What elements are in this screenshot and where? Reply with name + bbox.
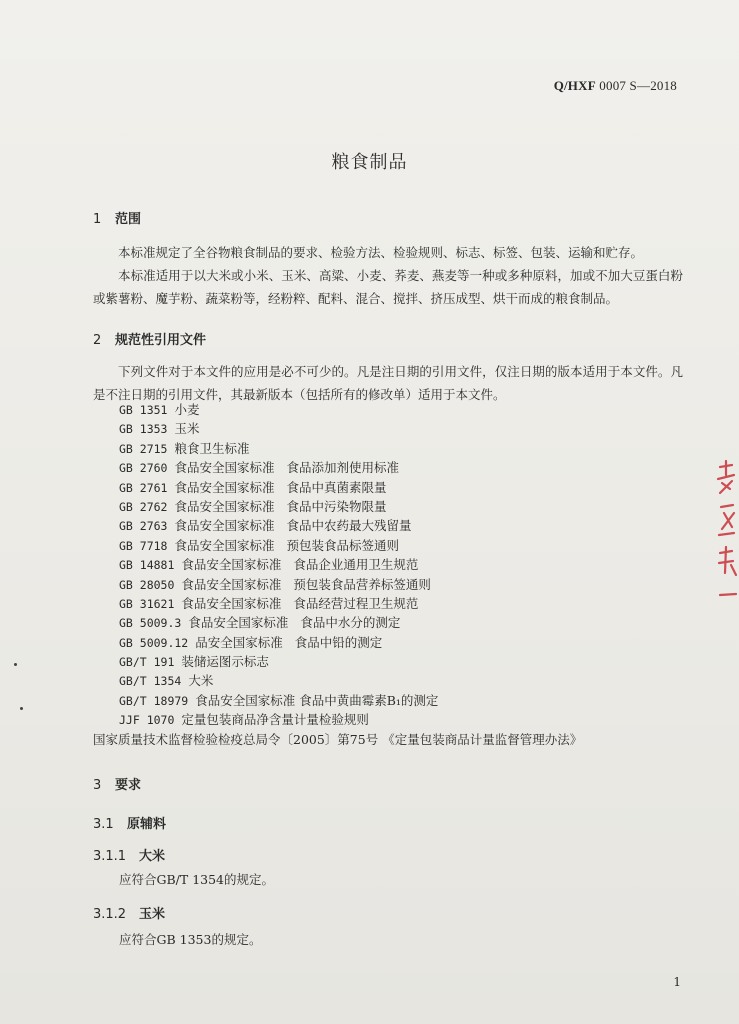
subsection-corn-heading [93, 903, 165, 922]
reference-code: GB 5009.12 [119, 635, 189, 650]
reference-code: GB/T 18979 [119, 693, 189, 708]
corn-requirement-text: 应符合GB 1353的规定。 [119, 932, 262, 947]
reference-item [119, 458, 582, 477]
reference-list [93, 400, 583, 749]
reference-title: 食品安全国家标准 [174, 518, 275, 534]
reference-item [119, 536, 582, 555]
reference-title: 食品安全国家标准 [181, 595, 282, 611]
doc-code-rest: 0007 S—2018 [595, 78, 677, 93]
subsection-title: 原辅料 [127, 817, 167, 832]
seal-stamp-fragment [712, 455, 739, 615]
reference-item [119, 555, 582, 574]
subsection-rice-heading [93, 845, 165, 864]
reference-item [119, 652, 582, 671]
reference-code: GB 1351 [119, 403, 168, 417]
reference-item [119, 671, 582, 690]
section-number: 1 [93, 212, 102, 227]
document-code [554, 78, 677, 94]
reference-subtitle: 食品中农药最大残留量 [286, 518, 412, 534]
section-title: 要求 [115, 778, 142, 793]
reference-title: 食品安全国家标准 [181, 576, 282, 592]
subsection-title: 大米 [139, 849, 166, 864]
reference-code: GB 1353 [119, 422, 168, 437]
reference-title: 食品安全国家标准 [174, 498, 275, 514]
reference-title: 装储运图示标志 [181, 654, 269, 670]
paragraph-text: 本标准规定了全谷物粮食制品的要求、检验方法、检验规则、标志、标签、包装、运输和贮存。 [118, 245, 644, 260]
document-title: 粮食制品 [331, 152, 408, 173]
reference-code: JJF 1070 [119, 713, 175, 728]
reference-subtitle: 食品企业通用卫生规范 [293, 557, 419, 573]
reference-subtitle: 食品中真菌素限量 [286, 479, 387, 495]
subsection-raw-materials-heading [93, 813, 166, 832]
reference-code: GB 14881 [119, 558, 175, 573]
reference-subtitle: 预包装食品标签通则 [286, 537, 399, 553]
reference-item [119, 594, 582, 613]
section-scope-heading [93, 208, 141, 227]
subsection-number: 3.1 [93, 817, 114, 832]
reference-title: 品安全国家标准 [195, 634, 283, 650]
reference-title: 食品安全国家标准 [181, 557, 282, 573]
reference-item [119, 710, 582, 729]
scan-speck [20, 707, 23, 710]
reference-title: 大米 [188, 673, 214, 689]
reference-item [119, 400, 582, 419]
reference-item [93, 730, 582, 749]
section-number: 2 [93, 333, 102, 348]
reference-subtitle: 食品添加剂使用标准 [286, 460, 399, 476]
reference-title: 食品安全国家标准 [174, 460, 275, 476]
reference-title: 玉米 [174, 421, 200, 437]
reference-code: GB/T 1354 [119, 674, 182, 689]
section-requirements-heading [93, 774, 141, 793]
reference-code: GB 5009.3 [119, 616, 182, 631]
subsection-number: 3.1.2 [93, 907, 127, 922]
reference-code: GB 2763 [119, 519, 168, 534]
reference-title: 食品安全国家标准 [188, 615, 289, 631]
reference-title: 食品安全国家标准 [174, 479, 275, 495]
reference-code: GB/T 191 [119, 655, 175, 670]
reference-title: 食品安全国家标准 食品中黄曲霉素B₁的测定 [195, 692, 439, 708]
reference-subtitle: 食品中水分的测定 [300, 615, 401, 631]
reference-code: GB 7718 [119, 538, 168, 553]
reference-code: GB 2760 [119, 461, 168, 476]
subsection-title: 玉米 [139, 907, 166, 922]
doc-code-prefix: Q/HXF [553, 78, 596, 93]
reference-title: 食品安全国家标准 [174, 537, 275, 553]
reference-code: GB 2715 [119, 441, 168, 456]
page-number: 1 [673, 975, 681, 989]
reference-code: GB 31621 [119, 596, 175, 611]
scope-paragraph-1 [93, 241, 683, 264]
reference-item [119, 478, 582, 497]
reference-code: GB 2762 [119, 499, 168, 514]
reference-item [119, 613, 582, 632]
reference-code: GB 28050 [119, 577, 175, 592]
scope-paragraph-2 [93, 264, 683, 310]
reference-title: 国家质量技术监督检验检疫总局令〔2005〕第75号 《定量包装商品计量监督管理办法》 [93, 731, 583, 747]
reference-title: 粮食卫生标准 [174, 440, 250, 456]
reference-title: 定量包装商品净含量计量检验规则 [181, 712, 369, 728]
reference-item [119, 516, 582, 535]
reference-subtitle: 预包装食品营养标签通则 [293, 576, 431, 592]
section-title: 规范性引用文件 [115, 333, 207, 348]
reference-item [119, 419, 582, 438]
reference-subtitle: 食品中污染物限量 [286, 498, 387, 514]
reference-item [119, 575, 582, 594]
reference-subtitle: 食品经营过程卫生规范 [293, 595, 419, 611]
reference-item [119, 439, 582, 458]
rice-requirement-text: 应符合GB/T 1354的规定。 [119, 872, 275, 887]
reference-subtitle: 食品中铅的测定 [294, 634, 383, 650]
scan-speck [14, 663, 17, 666]
reference-item [119, 691, 582, 710]
reference-item [119, 633, 582, 652]
subsection-number: 3.1.1 [93, 849, 127, 864]
paragraph-text: 下列文件对于本文件的应用是必不可少的。凡是注日期的引用文件，仅注日期的版本适用于本文件。凡是不注日期的引用文件，其最新版本（包括所有的修改单）适用于本文件。 [93, 364, 683, 402]
section-references-heading [93, 329, 206, 348]
section-title: 范围 [115, 212, 142, 227]
reference-title: 小麦 [174, 402, 200, 417]
section-number: 3 [93, 778, 102, 793]
paragraph-text: 本标准适用于以大米或小米、玉米、高粱、小麦、荞麦、燕麦等一种或多种原料，加或不加大豆蛋白粉或紫薯粉、魔芋粉、蔬菜粉等，经粉粹、配料、混合、搅拌、挤压成型、烘干而成的粮食制品。 [93, 268, 683, 306]
reference-code: GB 2761 [119, 480, 168, 495]
reference-item [119, 497, 582, 516]
